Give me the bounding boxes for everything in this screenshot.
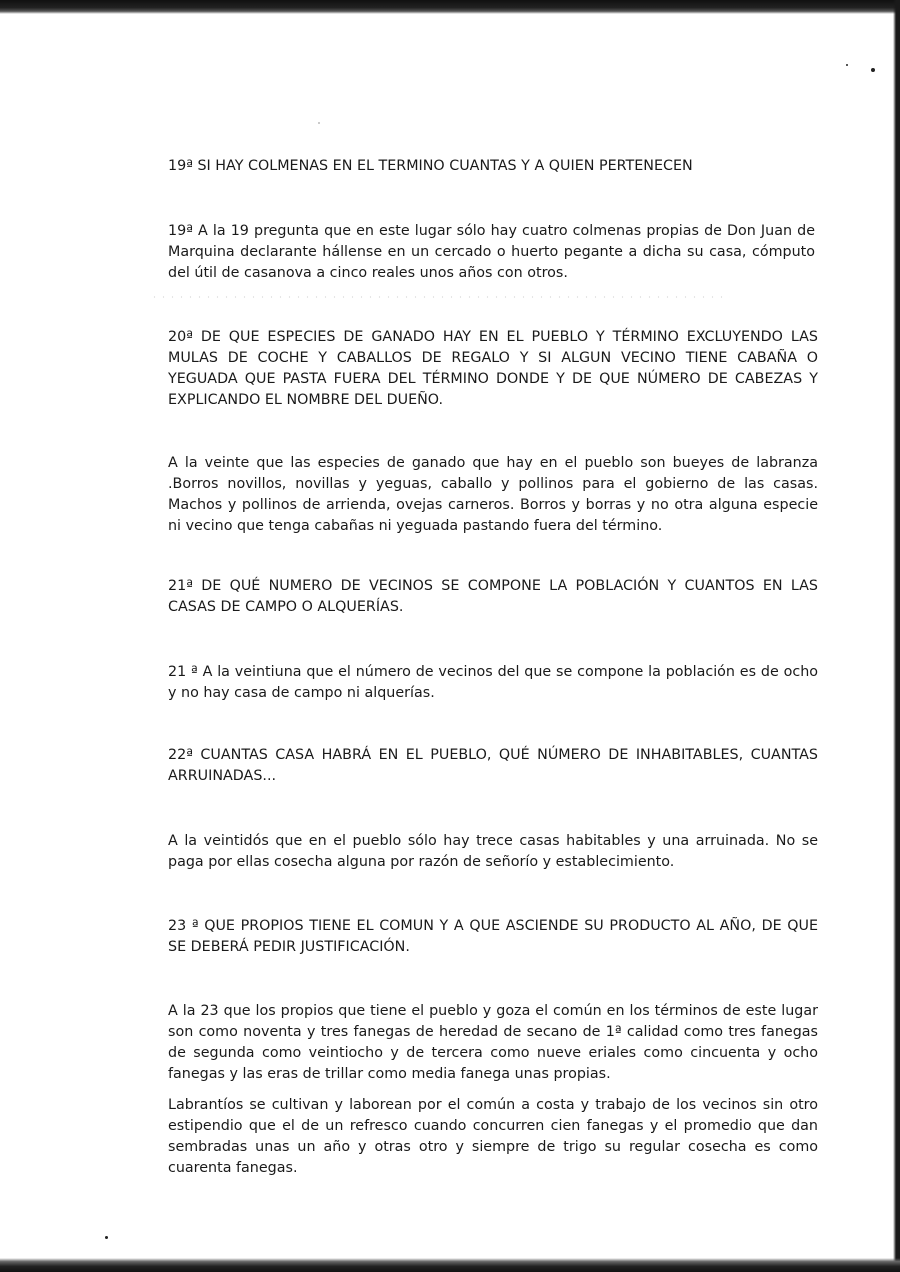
answer-23-continuation-paragraph: Labrantíos se cultivan y laborean por el común a costa y trabajo de los vecinos sin otro estipendio que el de un refresco cuando concurren cien fanegas y el promedio que dan sembradas unas un año y otras otro y siempre de trigo su regular cosecha es como cuarenta fanegas. [168,1097,818,1176]
answer-19-paragraph: 19ª A la 19 pregunta que en este lugar sólo hay cuatro colmenas propias de Don Juan de Marquina declarante hállense en un cercado o huerto pegante a dicha su casa, cómputo del útil de casanova a cinco reales unos años con otros. [168,223,815,281]
scan-dotted-noise [150,296,730,298]
question-19-heading: 19ª SI HAY COLMENAS EN EL TERMINO CUANTAS Y A QUIEN PERTENECEN [168,158,693,174]
question-21-heading: 21ª DE QUÉ NUMERO DE VECINOS SE COMPONE LA POBLACIÓN Y CUANTOS EN LAS CASAS DE CAMPO O ALQUERÍAS. [168,578,818,615]
question-23-heading: 23 ª QUE PROPIOS TIENE EL COMUN Y A QUE ASCIENDE SU PRODUCTO AL AÑO, DE QUE SE DEBERÁ PEDIR JUSTIFICACIÓN. [168,918,818,955]
answer-21-paragraph: 21 ª A la veintiuna que el número de vecinos del que se compone la población es de ocho y no hay casa de campo ni alquerías. [168,664,818,701]
scan-edge-right [870,0,900,1272]
scan-speck [105,1236,108,1239]
scan-speck [871,68,875,72]
scan-edge-top [0,0,900,14]
answer-23-paragraph: A la 23 que los propios que tiene el pueblo y goza el común en los términos de este lugar son como noventa y tres fanegas de heredad de secano de 1ª calidad como tres fanegas de segunda como veintiocho y de tercera como nueve eriales como cincuenta y ocho fanegas y las eras de trillar como media fanega unas propias. [168,1003,818,1082]
question-22-heading: 22ª CUANTAS CASA HABRÁ EN EL PUEBLO, QUÉ NÚMERO DE INHABITABLES, CUANTAS ARRUINADAS... [168,747,818,784]
scan-edge-bottom [0,1258,900,1272]
answer-22-paragraph: A la veintidós que en el pueblo sólo hay trece casas habitables y una arruinada. No se paga por ellas cosecha alguna por razón de señorío y establecimiento. [168,833,818,870]
scan-speck [846,64,848,66]
question-20-heading: 20ª DE QUE ESPECIES DE GANADO HAY EN EL PUEBLO Y TÉRMINO EXCLUYENDO LAS MULAS DE COCHE Y CABALLOS DE REGALO Y SI ALGUN VECINO TIENE CABAÑA O YEGUADA QUE PASTA FUERA DEL TÉRMINO DONDE Y DE QUE NÚMERO DE CABEZAS Y EXPLICANDO EL NOMBRE DEL DUEÑO. [168,329,818,408]
answer-20-paragraph: A la veinte que las especies de ganado que hay en el pueblo son bueyes de labranza .Borros novillos, novillas y yeguas, caballo y pollinos para el gobierno de las casas. Machos y pollinos de arrienda, ovejas carneros. Borros y borras y no otra alguna especie ni vecino que tenga cabañas ni yeguada pastando fuera del término. [168,455,818,534]
scan-speck [318,122,320,124]
